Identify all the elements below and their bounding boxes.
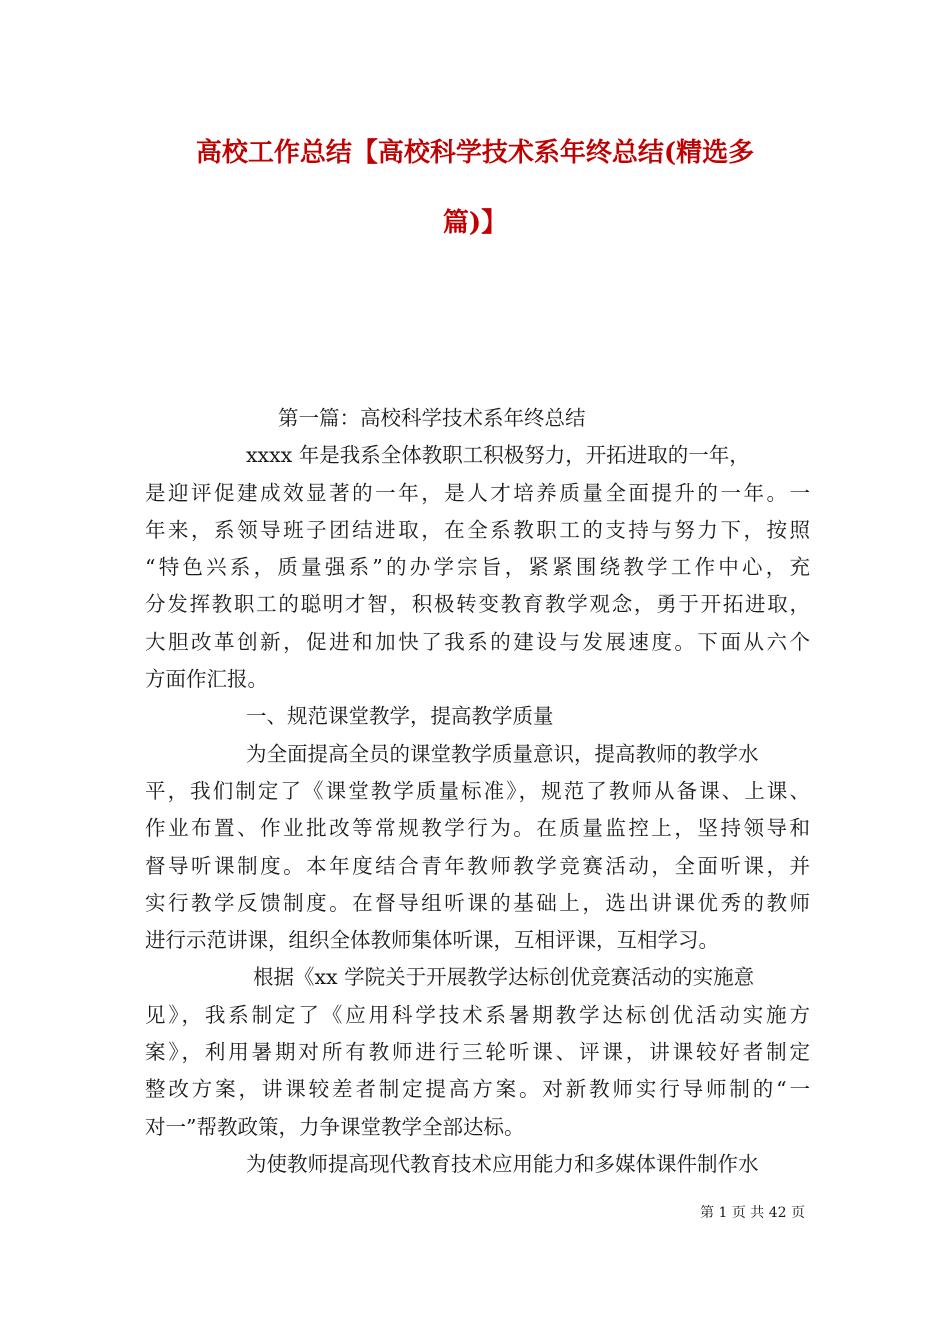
body-line: 年来，系领导班子团结进取，在全系教职工的支持与努力下，按照 [145, 517, 810, 542]
document-body [145, 400, 810, 1183]
body-line: 大胆改革创新，促进和加快了我系的建设与发展速度。下面从六个 [145, 629, 810, 654]
document-title-line-1: 高校工作总结【高校科学技术系年终总结(精选多 [195, 138, 755, 168]
page-indicator: 第 1 页 共 42 页 [700, 1205, 805, 1221]
body-line: 为全面提高全员的课堂教学质量意识，提高教师的教学水 [246, 741, 759, 766]
body-line: 案》，利用暑期对所有教师进行三轮听课、评课，讲课较好者制定 [145, 1040, 810, 1065]
body-line: 分发挥教职工的聪明才智，积极转变教育教学观念，勇于开拓进取， [145, 592, 810, 617]
body-line: 平，我们制定了《课堂教学质量标准》，规范了教师从备课、上课、 [145, 778, 810, 803]
body-line: 方面作汇报。 [145, 667, 268, 692]
body-line: 是迎评促建成效显著的一年，是人才培养质量全面提升的一年。一 [145, 480, 810, 505]
body-line: 作业布置、作业批改等常规教学行为。在质量监控上，坚持领导和 [145, 816, 810, 841]
body-line: 进行示范讲课，组织全体教师集体听课，互相评课，互相学习。 [145, 928, 719, 953]
body-line: 整改方案，讲课较差者制定提高方案。对新教师实行导师制的“一 [145, 1077, 810, 1102]
chapter-heading: 第一篇：高校科学技术系年终总结 [278, 406, 586, 430]
body-line: 见》，我系制定了《应用科学技术系暑期教学达标创优活动实施方 [145, 1002, 810, 1027]
body-line: 根据《xx 学院关于开展教学达标创优竞赛活动的实施意 [253, 965, 755, 990]
body-line: xxxx 年是我系全体教职工积极努力，开拓进取的一年， [246, 443, 750, 468]
body-line: “特色兴系，质量强系”的办学宗旨，紧紧围绕教学工作中心，充 [145, 555, 810, 580]
section-heading: 一、规范课堂教学，提高教学质量 [246, 704, 554, 729]
body-line: 实行教学反馈制度。在督导组听课的基础上，选出讲课优秀的教师 [145, 890, 810, 915]
body-line: 对一”帮教政策，力争课堂教学全部达标。 [145, 1114, 525, 1139]
body-line: 为使教师提高现代教育技术应用能力和多媒体课件制作水 [246, 1151, 759, 1176]
body-line: 督导听课制度。本年度结合青年教师教学竞赛活动，全面听课，并 [145, 853, 810, 878]
document-title-line-2: 篇)】 [442, 208, 508, 238]
